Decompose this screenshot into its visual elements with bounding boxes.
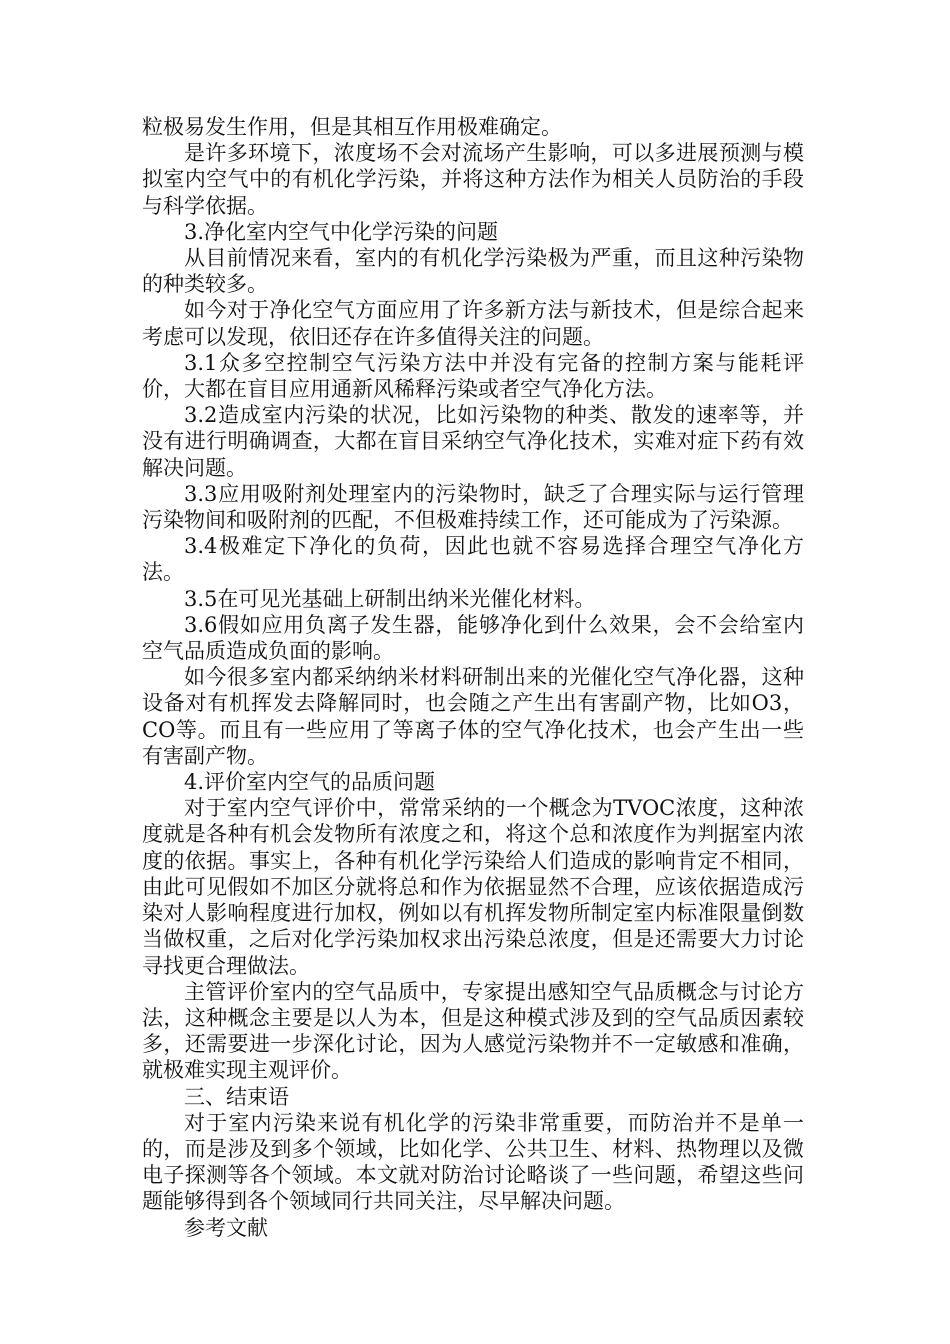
paragraph-continuation: 粒极易发生作用，但是其相互作用极难确定。 [142,115,562,139]
list-item-3-6: 3.6假如应用负离子发生器，能够净化到什么效果，会不会给室内空气品质造成负面的影响。 [142,612,804,664]
section-heading-3: 3.净化室内空气中化学污染的问题 [184,219,499,244]
paragraph: 如今对于净化空气方面应用了许多新方法与新技术，但是综合起来考虑可以发现，依旧还存在许多值得关注的问题。 [142,298,804,349]
paragraph: 是许多环境下，浓度场不会对流场产生影响，可以多进展预测与模拟室内空气中的有机化学污染，并将这种方法作为相关人员防治的手段与科学依据。 [142,141,804,218]
paragraph: 从目前情况来看，室内的有机化学污染极为严重，而且这种污染物的种类较多。 [142,246,804,297]
section-heading-4: 4.评价室内空气的品质问题 [184,770,436,795]
references-heading: 参考文献 [184,1215,268,1240]
list-item-3-2: 3.2造成室内污染的状况，比如污染物的种类、散发的速率等，并没有进行明确调查，大都在盲目采纳空气净化技术，实难对症下药有效解决问题。 [142,403,804,480]
paragraph: 对于室内空气评价中，常常采纳的一个概念为TVOC浓度，这种浓度就是各种有机会发物所有浓度之和，将这个总和浓度作为判据室内浓度的依据。事实上，各种有机化学污染给人们造成的影响肯定不相同，由此可见假如不加区分就将总和作为依据显然不合理，应该依据造成污染对人影响程度进行加权，例如以有机挥发物所制定室内标准限量倒数当做权重，之后对化学污染加权求出污染总浓度，但是还需要大力讨论寻找更合理做法。 [142,796,804,978]
list-item-3-3: 3.3应用吸附剂处理室内的污染物时，缺乏了合理实际与运行管理污染物间和吸附剂的匹配，不但极难持续工作，还可能成为了污染源。 [142,481,804,533]
document-page [142,114,804,1241]
section-heading-conclusion: 三、结束语 [184,1084,289,1109]
paragraph: 如今很多室内都采纳纳米材料研制出来的光催化空气净化器，这种设备对有机挥发去降解同时，也会随之产生出有害副产物，比如O3，CO等。而且有一些应用了等离子体的空气净化技术，也会产生出一些有害副产物。 [142,665,804,768]
list-item-3-5: 3.5在可见光基础上研制出纳米光催化材料。 [184,586,596,611]
list-item-3-4: 3.4极难定下净化的负荷，因此也就不容易选择合理空气净化方法。 [142,534,804,585]
paragraph: 对于室内污染来说有机化学的污染非常重要，而防治并不是单一的，而是涉及到多个领域，比如化学、公共卫生、材料、热物理以及微电子探测等各个领域。本文就对防治讨论略谈了一些问题，希望这些问题能够得到各个领域同行共同关注，尽早解决问题。 [142,1110,804,1214]
paragraph: 主管评价室内的空气品质中，专家提出感知空气品质概念与讨论方法，这种概念主要是以人为本，但是这种模式涉及到的空气品质因素较多，还需要进一步深化讨论，因为人感觉污染物并不一定敏感和准确，就极难实现主观评价。 [142,979,804,1083]
list-item-3-1: 3.1众多空控制空气污染方法中并没有完备的控制方案与能耗评价，大都在盲目应用通新风稀释污染或者空气净化方法。 [142,350,804,402]
